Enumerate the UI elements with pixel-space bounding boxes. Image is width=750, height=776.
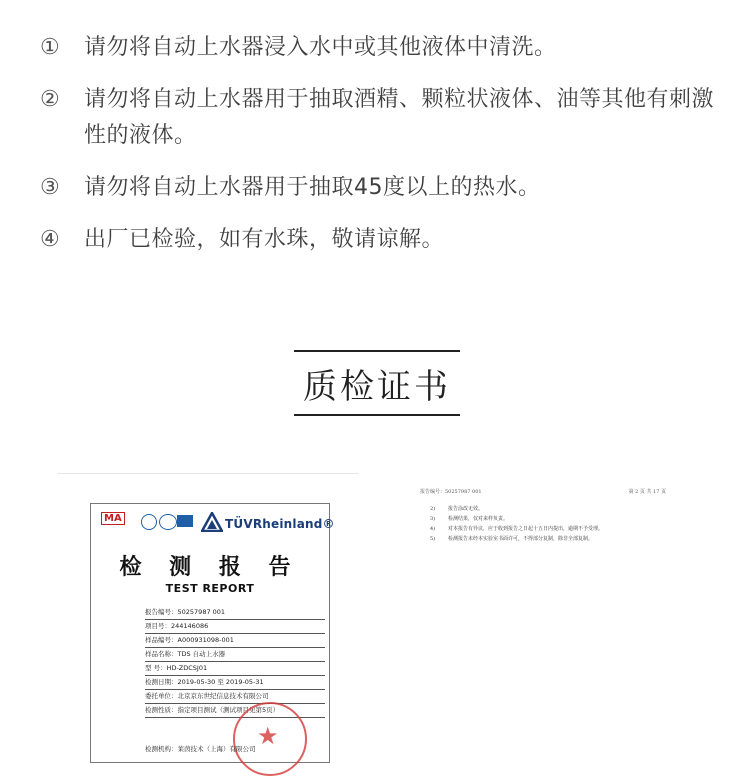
list-item [430,504,666,514]
note-number: ② [40,87,61,112]
item-number: 4) [430,526,436,532]
note-item [40,30,720,66]
test-report-page-2 [420,488,666,548]
item-text: 对本报告有异议，应于收到报告之日起十五日内提出，逾期不予受理。 [448,526,604,532]
note-text: 请勿将自动上水器用于抽取45度以上的热水。 [84,175,541,200]
item-text: 报告涂改无效。 [448,506,484,512]
note-text: 请勿将自动上水器用于抽取酒精、颗粒状液体、油等其他有刺激性的液体。 [84,87,715,148]
report-field: 报告编号：50257987 001 [145,606,325,620]
divider [58,473,358,474]
test-report-cover [90,503,335,763]
usage-notes [40,30,720,258]
report-number: 报告编号：50257987 001 [420,489,482,495]
ilac-logo-icon [141,514,157,530]
item-text: 检测结果，仅对来样负责。 [448,516,509,522]
report-field: 项目号：244146086 [145,620,325,634]
cnas-logo-icon [177,515,193,527]
item-number: 5) [430,536,436,542]
report-field: 委托单位：北京京东世纪信息技术有限公司 [145,690,325,704]
item-number: 3) [430,516,436,522]
report-title-cn: 检 测 报 告 [119,555,301,580]
section-title: 质检证书 [294,350,460,416]
note-item [40,82,720,154]
mra-logo-icon [159,514,177,530]
page-header [420,488,666,498]
report-field: 检测性质：指定项目测试（测试项目见第5页） [145,704,325,718]
cma-logo: MA [101,512,125,525]
item-number: 2) [430,506,436,512]
company-seal-icon [233,702,307,776]
list-item [430,524,666,534]
report-field: 样品编号：A000931098-001 [145,634,325,648]
note-text: 出厂已检验，如有水珠，敬请谅解。 [84,227,445,252]
note-number: ④ [40,227,61,252]
note-number: ① [40,35,61,60]
tuv-triangle-icon [201,512,223,532]
list-item [430,514,666,524]
item-text: 检测报告未经本实验室书面许可，不得部分复制，除非全部复制。 [448,536,594,542]
page-number: 第 2 页 共 17 页 [628,489,666,495]
report-field: 样品名称：TDS 自动上水器 [145,648,325,662]
note-number: ③ [40,175,61,200]
report-fields [145,606,325,718]
report-title-en: TEST REPORT [165,582,255,595]
report-field: 检测日期：2019-05-30 至 2019-05-31 [145,676,325,690]
tuv-logo: TÜVRheinland® [225,517,335,531]
note-text: 请勿将自动上水器浸入水中或其他液体中清洗。 [84,35,557,60]
testing-agency: 检测机构：莱茵技术（上海）有限公司 [145,745,256,753]
note-item [40,170,720,206]
seal-star-icon: ★ [257,722,279,750]
certification-logos [97,510,335,534]
report-field: 型 号：HD-ZDCSJ01 [145,662,325,676]
note-item [40,222,720,258]
list-item [430,534,666,544]
